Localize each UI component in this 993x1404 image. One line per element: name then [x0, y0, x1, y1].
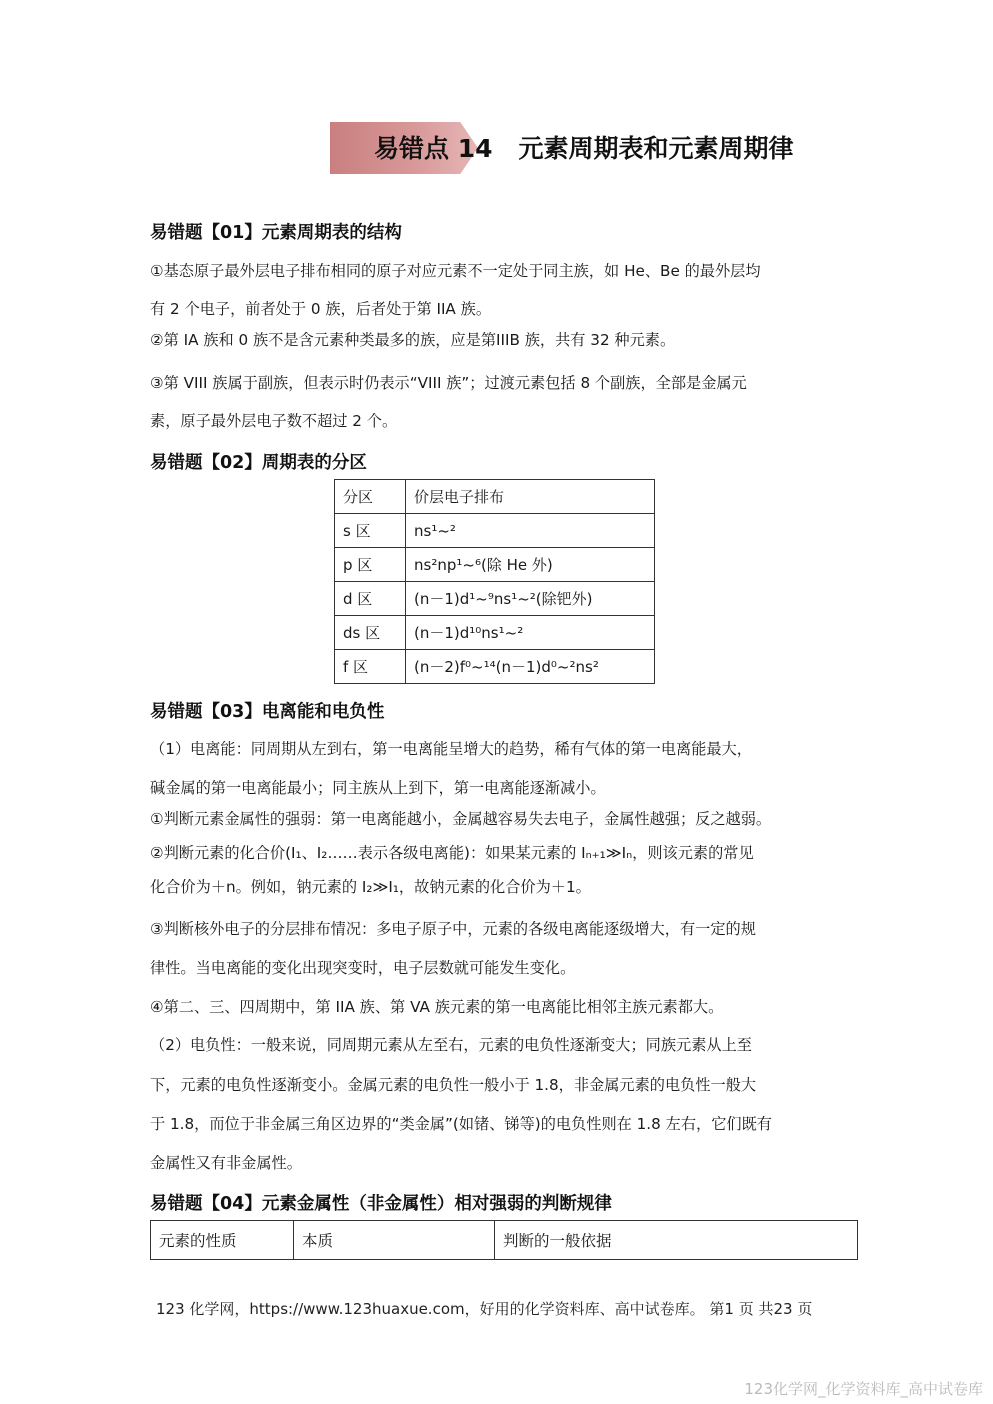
table-cell: 判断的一般依据 [495, 1221, 858, 1260]
section-heading-01: 易错题【01】元素周期表的结构 [150, 223, 402, 243]
table-cell: 价层电子排布 [406, 480, 655, 514]
table-row [335, 514, 655, 548]
table-row [335, 548, 655, 582]
section-heading-04: 易错题【04】元素金属性（非金属性）相对强弱的判断规律 [150, 1194, 612, 1214]
paragraph-line: 金属性又有非金属性。 [150, 1154, 302, 1172]
table-cell: p 区 [335, 548, 406, 582]
page-footer: 123 化学网，https://www.123huaxue.com，好用的化学资料库、高中试卷库。 第1 页 共23 页 [156, 1300, 813, 1318]
paragraph-line: 有 2 个电子，前者处于 0 族，后者处于第 IIA 族。 [150, 300, 492, 318]
paragraph-line: ③第 VIII 族属于副族，但表示时仍表示“VIII 族”；过渡元素包括 8 个副族，全部是金属元 [150, 374, 747, 392]
title-label: 易错点 14 [374, 134, 493, 163]
table-header-row [151, 1221, 858, 1260]
watermark: 123化学网_化学资料库_高中试卷库 [744, 1380, 983, 1398]
paragraph-line: （1）电离能：同周期从左到右，第一电离能呈增大的趋势，稀有气体的第一电离能最大， [150, 740, 752, 758]
paragraph-line: 素，原子最外层电子数不超过 2 个。 [150, 412, 398, 430]
table-cell: 分区 [335, 480, 406, 514]
paragraph-line: ①基态原子最外层电子排布相同的原子对应元素不一定处于同主族，如 He、Be 的最外层均 [150, 262, 761, 280]
table-cell: (n－1)d¹⁰ns¹~² [406, 616, 655, 650]
property-table [150, 1220, 858, 1260]
table-row [335, 650, 655, 684]
table-cell: d 区 [335, 582, 406, 616]
table-cell: (n－1)d¹~⁹ns¹~²(除钯外) [406, 582, 655, 616]
title-text: 元素周期表和元素周期律 [518, 134, 794, 163]
table-cell: s 区 [335, 514, 406, 548]
table-cell: ns¹~² [406, 514, 655, 548]
paragraph-line: ①判断元素金属性的强弱：第一电离能越小，金属越容易失去电子，金属性越强；反之越弱。 [150, 810, 772, 828]
paragraph-line: ②判断元素的化合价(I₁、I₂……表示各级电离能)：如果某元素的 Iₙ₊₁≫Iₙ，则该元素的常见 [150, 844, 754, 862]
table-cell: f 区 [335, 650, 406, 684]
table-cell: 元素的性质 [151, 1221, 294, 1260]
section-heading-02: 易错题【02】周期表的分区 [150, 453, 367, 473]
paragraph-line: ④第二、三、四周期中，第 IIA 族、第 VA 族元素的第一电离能比相邻主族元素都大。 [150, 998, 724, 1016]
table-header-row [335, 480, 655, 514]
paragraph-line: ③判断核外电子的分层排布情况：多电子原子中，元素的各级电离能逐级增大，有一定的规 [150, 920, 756, 938]
paragraph-line: ②第 IA 族和 0 族不是含元素种类最多的族，应是第IIIB 族，共有 32 种元素。 [150, 331, 676, 349]
paragraph-line: 碱金属的第一电离能最小；同主族从上到下，第一电离能逐渐减小。 [150, 779, 606, 797]
paragraph-line: 下，元素的电负性逐渐变小。金属元素的电负性一般小于 1.8，非金属元素的电负性一般大 [150, 1076, 757, 1094]
section-heading-03: 易错题【03】电离能和电负性 [150, 702, 385, 722]
paragraph-line: 于 1.8，而位于非金属三角区边界的“类金属”(如锗、锑等)的电负性则在 1.8 左右，它们既有 [150, 1115, 772, 1133]
table-cell: ns²np¹~⁶(除 He 外) [406, 548, 655, 582]
table-cell: (n－2)f⁰~¹⁴(n－1)d⁰~²ns² [406, 650, 655, 684]
table-row [335, 616, 655, 650]
table-cell: 本质 [294, 1221, 495, 1260]
table-row [335, 582, 655, 616]
paragraph-line: 律性。当电离能的变化出现突变时，电子层数就可能发生变化。 [150, 959, 576, 977]
table-cell: ds 区 [335, 616, 406, 650]
paragraph-line: （2）电负性：一般来说，同周期元素从左至右，元素的电负性逐渐变大；同族元素从上至 [150, 1036, 752, 1054]
paragraph-line: 化合价为＋n。例如，钠元素的 I₂≫I₁，故钠元素的化合价为＋1。 [150, 878, 591, 896]
block-table [334, 479, 655, 684]
